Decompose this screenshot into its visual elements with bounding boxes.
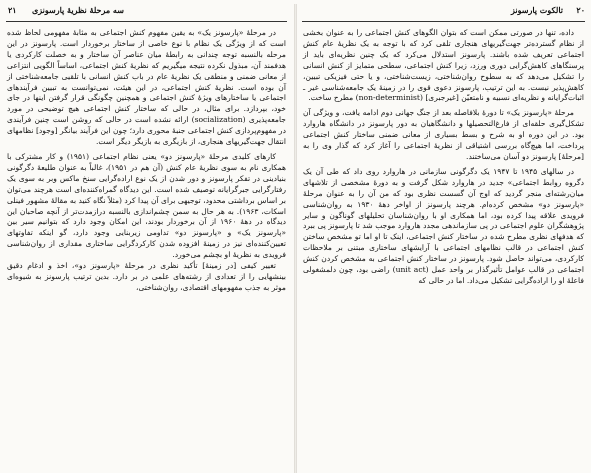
right-page <box>300 0 587 473</box>
left-page <box>4 0 289 473</box>
header-rule <box>6 21 287 22</box>
running-title: سه مرحلهٔ نظریهٔ پارسونزی <box>32 5 124 15</box>
header-rule <box>302 21 585 22</box>
paragraph: مرحلهٔ «پارسونز یک» تا دورهٔ بلافاصله بعد از جنگ جهانی دوم ادامه یافت، و ویژگی آن تشکل‌گیری حلقه‌ای از فارغ‌التحصیلها و دانشگاهیان به دور پارسونز در دانشگاه هاروارد بود. در این دوره او به شرح و بسط بسیاری از معانی ضمنی ساختار کنش اجتماعی پرداخت، اما هیچ‌گاه بررسی اشتیاقی از نظریهٔ اجتماعی را آغاز کرد که گذار وی را به [مرحلهٔ] پارسونز دو آسان می‌ساختند. <box>303 108 584 161</box>
page-header <box>4 5 289 19</box>
page-header <box>300 5 587 19</box>
page-number: ۲۱ <box>8 5 17 15</box>
page-body <box>4 28 289 294</box>
page-body <box>300 28 587 287</box>
paragraph: در مرحلهٔ «پارسونز یک» به یقین مفهوم کنش اجتماعی به مثابهٔ مفهومی لحاظ شده است که از ویژگی یک نظام با نوع خاصی از ساختار برخوردار است. پارسونز در این مرحله بالنسبه توجه چندانی به رابطهٔ میان عناصر آن ساختار و به خصلت کارکردی یا هدفمند آن، مبذول نکرده نتیجه میگیریم که نظریهٔ کنش اجتماعی، اساساً الگویی انتزاعی از معانی ضمنی و منطقی یک نظریهٔ عام در باب کنش انسانی با تلقیی جامعه‌شناختی از آن بوده است. نظریهٔ کنش اجتماعی، در این هیئت، نمی‌توانست به تبیین فرآیندهای اجتماعی یا ساختارهای ویژهٔ کنش اجتماعی و همچنین چگونگی قرار گرفتن اینها در جای خود، بپردازد. برای مثال، در حالی که ساختار کنش اجتماعی هیچ توضیحی در مورد جامعه‌پذیری (socialization) ارائه نشده است در حالی که روشن است چنین فرآیندی در مفهوم‌پردازی کنش اجتماعی جنبهٔ محوری دارد؛ چون این فرآیند بیانگر [وجود] نظامهای انتقال جهت‌گیریهای هنجاری، از بازیگری به بازیگر دیگر است. <box>7 28 286 147</box>
book-gutter <box>294 4 297 473</box>
paragraph: داده، تنها در صورتی ممکن است که بتوان الگوهای کنش اجتماعی را به عنوان بخشی از نظام گسترده‌تر جهت‌گیریهای هنجاری تلقی کرد که با توجه به یک نظریهٔ عام کنش اجتماعی تعریف شده باشند. پارسونز استدلال می‌کرد که یک چنین نظریه‌ای باید از پرسنگاهای کاهش‌گرایی دوری ورزد، زیرا کنش اجتماعی، سطحی متمایز از کنش انسانی را تشکیل می‌دهد که به سطوح روان‌شناختی، زیست‌شناختی، و یا حتی فیزیکی تبیین، کاهش‌پذیر نیست. به این ترتیب، پارسونز دعوی قوی را در زمینهٔ یک جامعه‌شناسی غیر ـ اثبات‌گرایانه و نظریه‌ای نسبیه و نامتعیّن [غیرجبری] (non-determinist) مطرح ساخت. <box>303 28 584 103</box>
running-title: تالکوت پارسونز <box>511 5 563 15</box>
paragraph: کارهای کلیدی مرحلهٔ «پارسونز دو» یعنی نظام اجتماعی (۱۹۵۱) و کار مشترکی با همکاری نام به سوی نظریهٔ عام کنش (آن هم در ۱۹۵۱)، غالباً به عنوان طلیعهٔ دگرگونی بنیادینی در تفکر پارسونز و دور شدن از یک نوع اراده‌گرایی سنخ ماکس وبر به سوی یک رفتارگرایی جبرگرایانه توصیف شده است. این دیدگاه گمراه‌کننده‌ای است هرچند می‌توان بر اساس برداشتی محدود، توجیهی برای آن پیدا کرد (مثلاً نگاه کنید به مقالهٔ مشهور فینلی اسکات، ۱۹۶۳). به هر حال به سمن چشم‌اندازی بالنسبه درازمدت‌تر از آنچه صاحبان این دیدگاه در دههٔ ۱۹۶۰ از آن برخوردار بودند، این امکان وجود دارد که بتوانیم سیر بین «پارسونز یک» و «پارسونز دو» تداومی زیربنایی وجود دارد، گو اینکه تفاوتهای تعیین‌کننده‌ای نیز در زمینهٔ افزوده شدن کارکردگرایی ساختاری مقداری از روان‌شناسی فرویدی به نظریهٔ او بچشم می‌خورد. <box>7 151 287 260</box>
paragraph: در سالهای ۱۹۴۵ تا ۱۹۴۷ یک دگرگونی سازمانی در هاروارد روی داد که طی آن یک دگروه روابط اجتماعی» جدید در هاروارد شکل گرفت و به دورهٔ مشخصی از تلاشهای میان‌رشته‌ای منجر گردید که اوج آن گسست نظری بود که من آن را به عنوان مرحلهٔ «پارسونز دو» مشخص کرده‌ام. هرچند پارسونز از اواخر دههٔ ۱۹۳۰ به روان‌شناسی فرویدی علاقه پیدا کرده بود، اما همکاری او با روان‌شناسان تحلیلهای گوناگون و سایر پژوهشگران علوم اجتماعی در پی سازماندهی مجدد هاروارد موجب شد تا پارسونز پی ببرد که هدفهای نظری مطرح شده در ساختار کنش اجتماعی، اینک تا او اما تو مشخص ساختن کنش اجتماعی در قالب نظامهای اجتماعی با آرایشهای ساختاری مبتنی بر ملاحظات کارکردی، می‌تواند حاصل شود. پارسونز در ساختار کنش اجتماعی به مشخص کردن کنش اجتماعی در قالب عوامل تأثیرگذار بر واحد عمل (unit act) راضی بود، چون دلمشغولی فاعلهٔ او را اراده‌گرایی تشکیل می‌داد. اما در حالی که <box>303 166 585 285</box>
page-number: ۲۰ <box>576 5 585 15</box>
paragraph: تغییر کیفی [در زمینهٔ] تأکید نظری در مرحلهٔ «پارسونز دو»، اخذ و ادغام دقیق بینشهایی را از تعدادی از رشته‌های علمی در بر دارد. بدین ترتیب پارسونز به شیوه‌ای موثر به جذب مفهومهای اقتصادی، روان‌شناختی، <box>7 261 286 292</box>
